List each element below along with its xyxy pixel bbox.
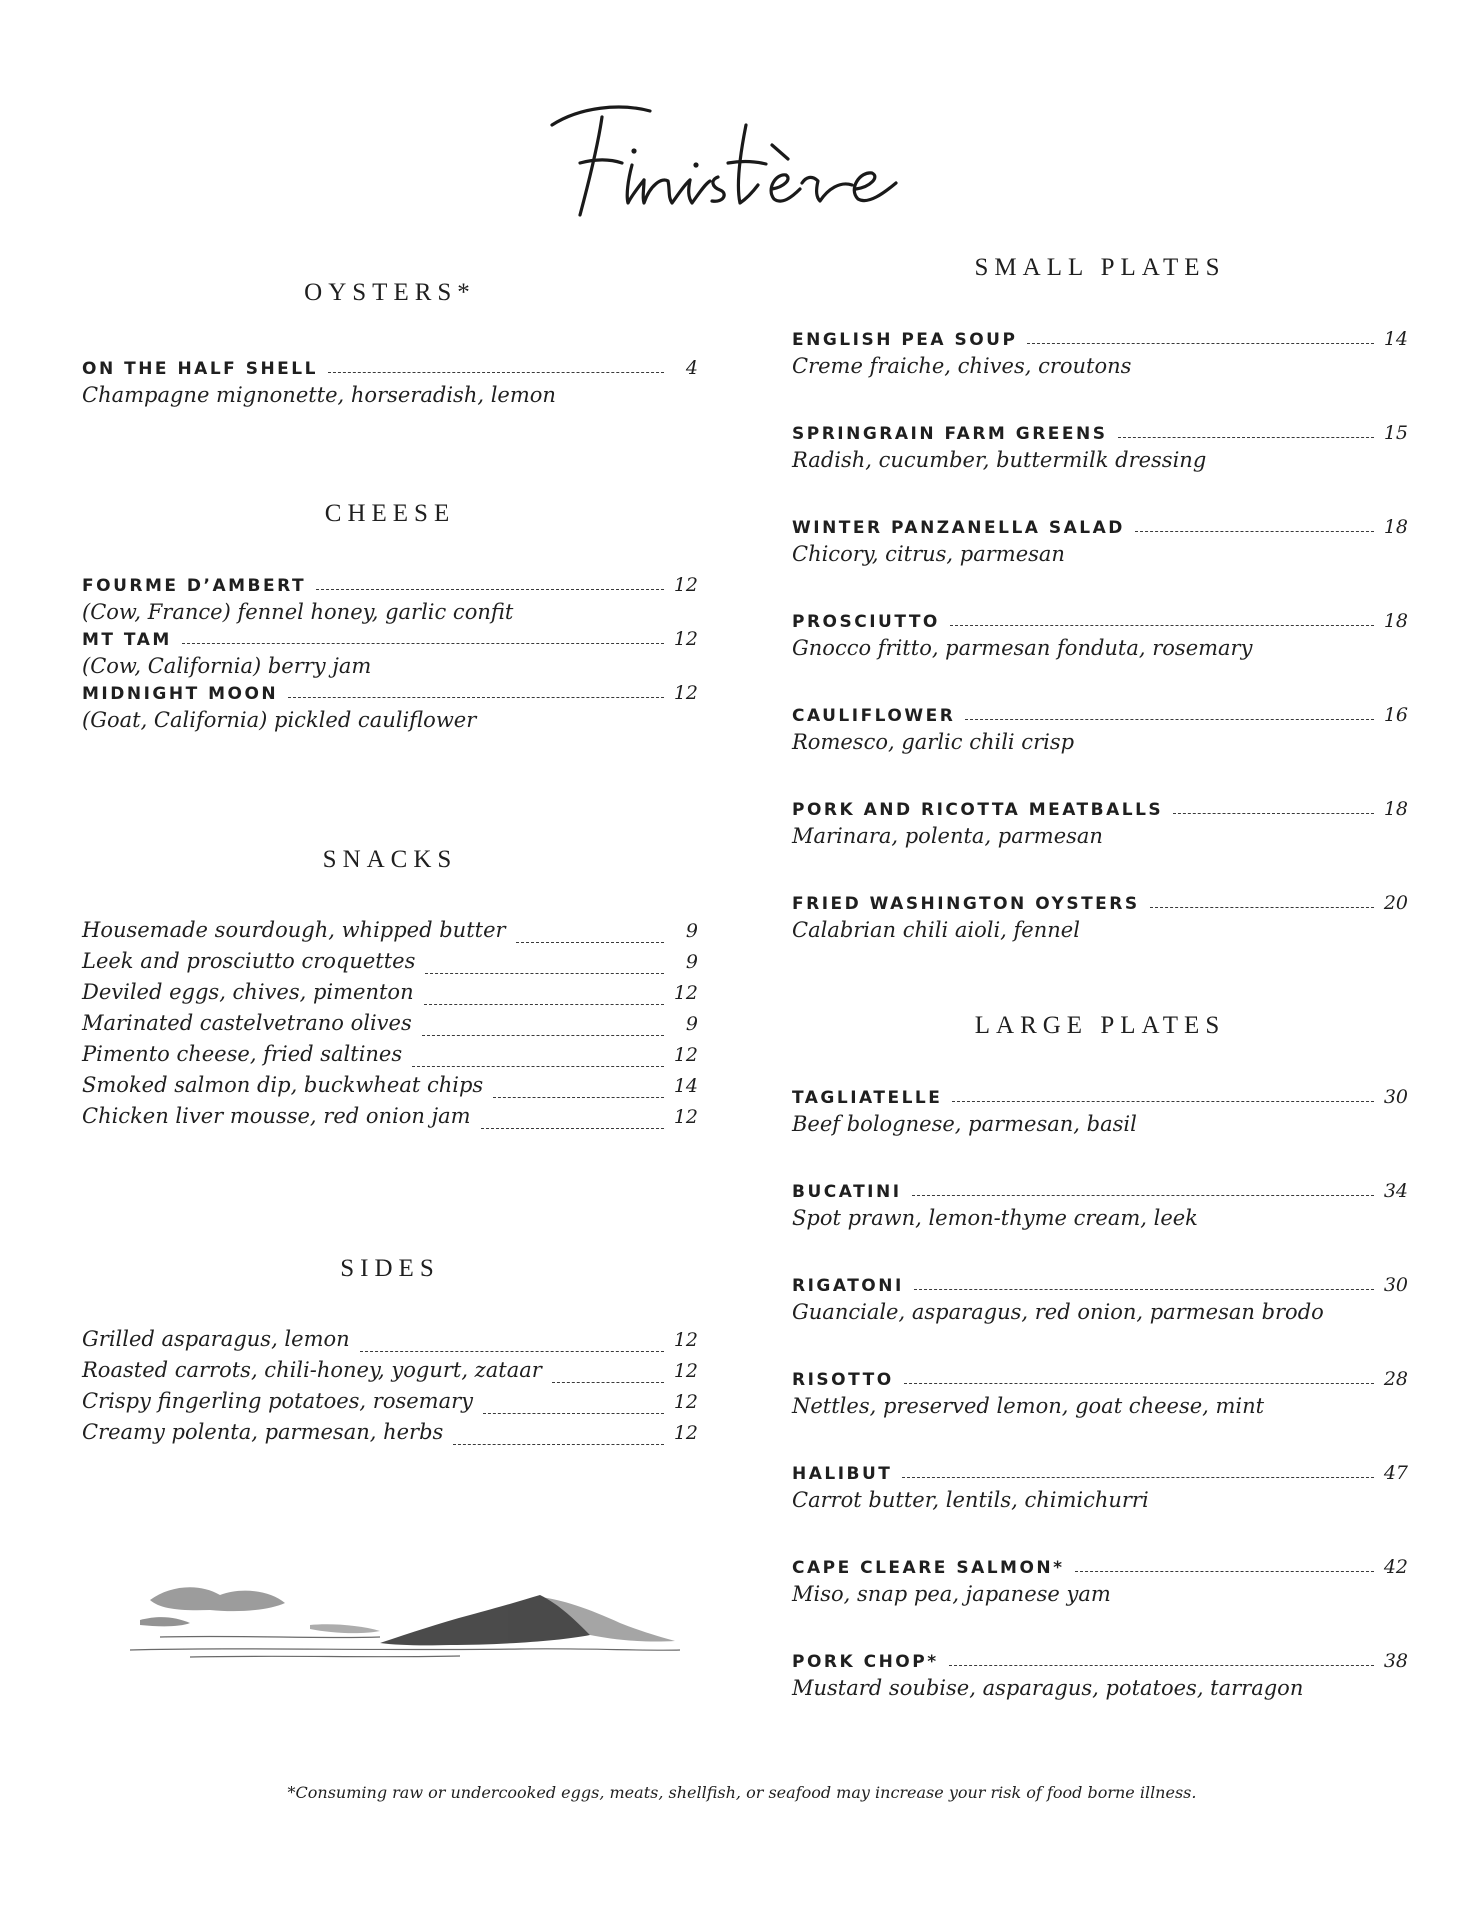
dotted-leader	[1173, 813, 1374, 814]
item-description: (Goat, California) pickled cauliflower	[82, 708, 477, 732]
dotted-leader	[912, 1195, 1374, 1196]
side-item	[82, 1327, 698, 1358]
item-description: Gnocco fritto, parmesan fonduta, rosemary	[792, 636, 1253, 660]
item-name: WINTER PANZANELLA SALAD	[792, 518, 1125, 538]
item-name: Creamy polenta, parmesan, herbs	[82, 1420, 444, 1444]
dotted-leader	[182, 643, 664, 644]
item-name: PORK CHOP*	[792, 1652, 939, 1672]
dotted-leader	[422, 1035, 664, 1036]
item-name: CAPE CLEARE SALMON*	[792, 1558, 1065, 1578]
item-description: Romesco, garlic chili crisp	[792, 730, 1075, 754]
item-name: CAULIFLOWER	[792, 706, 956, 726]
item-price: 18	[1383, 610, 1408, 632]
snacks-title: SNACKS	[322, 846, 458, 873]
dotted-leader	[453, 1444, 664, 1445]
item-name: Leek and prosciutto croquettes	[82, 949, 416, 973]
snack-item	[82, 1104, 698, 1135]
restaurant-logo	[540, 85, 960, 235]
menu-item	[792, 1180, 1408, 1274]
side-item	[82, 1389, 698, 1420]
dotted-leader	[904, 1383, 1374, 1384]
item-price: 9	[685, 951, 698, 973]
dotted-leader	[1118, 437, 1374, 438]
dotted-leader	[516, 942, 664, 943]
item-description: Carrot butter, lentils, chimichurri	[792, 1488, 1149, 1512]
snack-item	[82, 1042, 698, 1073]
menu-item	[82, 574, 698, 624]
item-name: RISOTTO	[792, 1370, 894, 1390]
menu-item	[792, 1556, 1408, 1650]
dotted-leader	[952, 1101, 1373, 1102]
item-description: Guanciale, asparagus, red onion, parmesan brodo	[792, 1300, 1324, 1324]
item-price: 14	[673, 1075, 698, 1097]
item-name: Grilled asparagus, lemon	[82, 1327, 350, 1351]
dotted-leader	[965, 719, 1373, 720]
snack-item	[82, 980, 698, 1011]
menu-item	[792, 516, 1408, 610]
side-item	[82, 1358, 698, 1389]
menu-item	[792, 704, 1408, 798]
item-price: 28	[1383, 1368, 1408, 1390]
snack-item	[82, 1011, 698, 1042]
item-price: 12	[673, 982, 698, 1004]
small-plates-section	[792, 254, 1408, 986]
dotted-leader	[483, 1413, 664, 1414]
item-name: FRIED WASHINGTON OYSTERS	[792, 894, 1140, 914]
item-name: Pimento cheese, fried saltines	[82, 1042, 403, 1066]
item-price: 12	[673, 1422, 698, 1444]
dotted-leader	[424, 1004, 664, 1005]
item-name: Smoked salmon dip, buckwheat chips	[82, 1073, 484, 1097]
coastline-illustration	[120, 1565, 690, 1665]
sides-section	[82, 1255, 698, 1451]
item-description: Marinara, polenta, parmesan	[792, 824, 1103, 848]
snack-item	[82, 1073, 698, 1104]
oysters-title: OYSTERS*	[304, 279, 476, 306]
dotted-leader	[360, 1351, 664, 1352]
item-price: 16	[1383, 704, 1408, 726]
dotted-leader	[493, 1097, 664, 1098]
item-name: Deviled eggs, chives, pimenton	[82, 980, 414, 1004]
dotted-leader	[902, 1477, 1373, 1478]
item-price: 18	[1383, 516, 1408, 538]
menu-item	[792, 892, 1408, 986]
large-plates-title: LARGE PLATES	[974, 1012, 1226, 1039]
item-name: Crispy fingerling potatoes, rosemary	[82, 1389, 474, 1413]
item-name: BUCATINI	[792, 1182, 902, 1202]
menu-item	[82, 628, 698, 678]
menu-item	[792, 610, 1408, 704]
item-description: (Cow, France) fennel honey, garlic confit	[82, 600, 514, 624]
menu-item	[792, 1650, 1408, 1744]
dotted-leader	[1135, 531, 1374, 532]
item-description: Spot prawn, lemon-thyme cream, leek	[792, 1206, 1198, 1230]
item-price: 9	[685, 920, 698, 942]
item-name: HALIBUT	[792, 1464, 893, 1484]
item-price: 12	[673, 1106, 698, 1128]
item-description: Nettles, preserved lemon, goat cheese, mint	[792, 1394, 1265, 1418]
snack-item	[82, 918, 698, 949]
menu-item	[792, 1086, 1408, 1180]
item-price: 12	[673, 1329, 698, 1351]
snacks-section	[82, 846, 698, 1135]
item-name: MT TAM	[82, 630, 172, 650]
menu-item	[82, 682, 698, 732]
item-price: 38	[1383, 1650, 1408, 1672]
menu-item	[792, 1274, 1408, 1368]
item-price: 14	[1383, 328, 1408, 350]
item-description: Miso, snap pea, japanese yam	[792, 1582, 1111, 1606]
logo-script	[540, 85, 960, 235]
item-price: 47	[1383, 1462, 1408, 1484]
item-name: MIDNIGHT MOON	[82, 684, 279, 704]
item-name: Housemade sourdough, whipped butter	[82, 918, 506, 942]
dotted-leader	[1075, 1571, 1374, 1572]
side-item	[82, 1420, 698, 1451]
item-description: Creme fraiche, chives, croutons	[792, 354, 1132, 378]
allergen-footnote: *Consuming raw or undercooked eggs, meats, shellfish, or seafood may increase your risk of food borne illness.	[287, 1783, 1197, 1802]
item-price: 20	[1383, 892, 1408, 914]
dotted-leader	[949, 1665, 1374, 1666]
item-description: (Cow, California) berry jam	[82, 654, 372, 678]
item-price: 34	[1383, 1180, 1408, 1202]
menu-item	[792, 422, 1408, 516]
landscape-sketch	[120, 1565, 690, 1665]
menu-item	[792, 1368, 1408, 1462]
item-price: 12	[673, 682, 698, 704]
item-description: Chicory, citrus, parmesan	[792, 542, 1065, 566]
dotted-leader	[1150, 907, 1374, 908]
cheese-title: CHEESE	[324, 500, 456, 527]
item-price: 15	[1383, 422, 1408, 444]
item-price: 9	[685, 1013, 698, 1035]
item-price: 12	[673, 1391, 698, 1413]
item-description: Champagne mignonette, horseradish, lemon	[82, 383, 556, 407]
item-description: Mustard soubise, asparagus, potatoes, tarragon	[792, 1676, 1304, 1700]
dotted-leader	[425, 973, 664, 974]
item-price: 12	[673, 628, 698, 650]
sides-title: SIDES	[340, 1255, 440, 1282]
menu-item	[82, 357, 698, 407]
item-name: PORK AND RICOTTA MEATBALLS	[792, 800, 1164, 820]
menu-item	[792, 798, 1408, 892]
dotted-leader	[328, 372, 664, 373]
cheese-section	[82, 500, 698, 732]
item-name: Chicken liver mousse, red onion jam	[82, 1104, 471, 1128]
item-name: FOURME D’AMBERT	[82, 576, 307, 596]
item-description: Beef bolognese, parmesan, basil	[792, 1112, 1137, 1136]
item-price: 4	[685, 357, 698, 379]
item-price: 30	[1383, 1274, 1408, 1296]
item-name: TAGLIATELLE	[792, 1088, 943, 1108]
menu-item	[792, 1462, 1408, 1556]
item-price: 30	[1383, 1086, 1408, 1108]
item-name: Roasted carrots, chili-honey, yogurt, zataar	[82, 1358, 542, 1382]
dotted-leader	[914, 1289, 1374, 1290]
dotted-leader	[316, 589, 664, 590]
item-price: 18	[1383, 798, 1408, 820]
item-name: RIGATONI	[792, 1276, 904, 1296]
item-price: 42	[1383, 1556, 1408, 1578]
snack-item	[82, 949, 698, 980]
item-name: SPRINGRAIN FARM GREENS	[792, 424, 1108, 444]
item-name: ON THE HALF SHELL	[82, 359, 318, 379]
small-plates-title: SMALL PLATES	[974, 254, 1226, 281]
dotted-leader	[412, 1066, 664, 1067]
oysters-section	[82, 279, 698, 407]
dotted-leader	[481, 1128, 664, 1129]
item-description: Calabrian chili aioli, fennel	[792, 918, 1080, 942]
item-name: Marinated castelvetrano olives	[82, 1011, 412, 1035]
item-description: Radish, cucumber, buttermilk dressing	[792, 448, 1207, 472]
item-price: 12	[673, 1360, 698, 1382]
dotted-leader	[950, 625, 1374, 626]
item-name: ENGLISH PEA SOUP	[792, 330, 1018, 350]
item-price: 12	[673, 574, 698, 596]
item-price: 12	[673, 1044, 698, 1066]
menu-item	[792, 328, 1408, 422]
dotted-leader	[1027, 343, 1373, 344]
dotted-leader	[552, 1382, 664, 1383]
dotted-leader	[288, 697, 664, 698]
large-plates-section	[792, 1012, 1408, 1744]
item-name: PROSCIUTTO	[792, 612, 940, 632]
